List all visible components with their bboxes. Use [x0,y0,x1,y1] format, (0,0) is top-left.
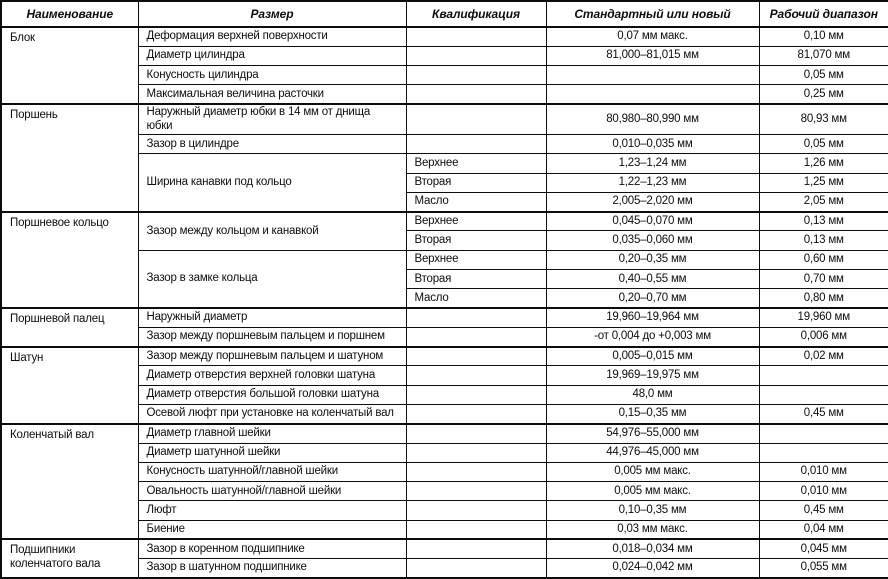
name-cell: Поршневое кольцо [1,212,138,308]
name-cell: Шатун [1,347,138,424]
standard-cell: 0,045–0,070 мм [546,212,759,231]
range-cell: 1,25 мм [759,173,888,192]
qualification-cell: Вторая [406,231,546,250]
range-cell: 0,45 мм [759,404,888,423]
size-cell: Овальность шатунной/главной шейки [138,482,406,501]
header-qualification: Квалификация [406,1,546,27]
size-cell: Наружный диаметр [138,308,406,327]
table-row [1,347,888,366]
standard-cell: 0,035–0,060 мм [546,231,759,250]
qualification-cell: Масло [406,192,546,211]
name-cell: Коленчатый вал [1,424,138,540]
size-cell: Ширина канавки под кольцо [138,154,406,212]
qualification-cell [406,385,546,404]
range-cell: 19,960 мм [759,308,888,327]
size-cell: Конусность цилиндра [138,66,406,85]
table-row [1,104,888,134]
size-cell: Деформация верхней поверхности [138,27,406,46]
range-cell: 0,70 мм [759,269,888,288]
qualification-cell [406,462,546,481]
name-cell: Блок [1,27,138,104]
size-cell: Диаметр главной шейки [138,424,406,443]
qualification-cell [406,27,546,46]
size-cell: Биение [138,520,406,539]
range-cell: 0,010 мм [759,462,888,481]
standard-cell: 0,03 мм макс. [546,520,759,539]
standard-cell: 0,005–0,015 мм [546,347,759,366]
standard-cell: 0,07 мм макс. [546,27,759,46]
qualification-cell: Верхнее [406,154,546,173]
range-cell: 0,13 мм [759,212,888,231]
standard-cell: 0,010–0,035 мм [546,135,759,154]
table-row [1,539,888,558]
size-cell: Максимальная величина расточки [138,85,406,104]
size-cell: Диаметр цилиндра [138,46,406,65]
qualification-cell [406,327,546,346]
range-cell: 0,13 мм [759,231,888,250]
standard-cell: 0,005 мм макс. [546,462,759,481]
size-cell: Наружный диаметр юбки в 14 мм от днища юбки [138,104,406,134]
qualification-cell [406,520,546,539]
qualification-cell: Вторая [406,269,546,288]
name-cell: Подшипники коленчатого вала [1,539,138,578]
qualification-cell: Верхнее [406,250,546,269]
table-row [1,27,888,46]
range-cell: 0,25 мм [759,85,888,104]
size-cell: Люфт [138,501,406,520]
standard-cell: 54,976–55,000 мм [546,424,759,443]
standard-cell: 0,20–0,35 мм [546,250,759,269]
qualification-cell: Масло [406,289,546,308]
name-cell: Поршневой палец [1,308,138,347]
qualification-cell [406,501,546,520]
size-cell: Зазор в шатунном подшипнике [138,559,406,578]
header-size: Размер [138,1,406,27]
range-cell: 0,60 мм [759,250,888,269]
header-standard-or-new: Стандартный или новый [546,1,759,27]
size-cell: Зазор между поршневым пальцем и шатуном [138,347,406,366]
table-row [1,424,888,443]
header-name: Наименование [1,1,138,27]
size-cell: Зазор в цилиндре [138,135,406,154]
qualification-cell [406,559,546,578]
range-cell: 0,006 мм [759,327,888,346]
qualification-cell [406,404,546,423]
qualification-cell [406,424,546,443]
name-cell: Поршень [1,104,138,212]
size-cell: Конусность шатунной/главной шейки [138,462,406,481]
standard-cell: 0,20–0,70 мм [546,289,759,308]
range-cell: 0,45 мм [759,501,888,520]
standard-cell [546,85,759,104]
table-row [1,308,888,327]
qualification-cell [406,347,546,366]
qualification-cell: Верхнее [406,212,546,231]
size-cell: Диаметр отверстия верхней головки шатуна [138,366,406,385]
header-row [1,1,888,27]
standard-cell [546,66,759,85]
size-cell: Диаметр шатунной шейки [138,443,406,462]
range-cell: 80,93 мм [759,104,888,134]
range-cell [759,424,888,443]
standard-cell: 81,000–81,015 мм [546,46,759,65]
standard-cell: 1,23–1,24 мм [546,154,759,173]
range-cell: 0,80 мм [759,289,888,308]
qualification-cell [406,66,546,85]
spec-table-body [1,27,888,578]
range-cell: 0,10 мм [759,27,888,46]
standard-cell: 1,22–1,23 мм [546,173,759,192]
qualification-cell [406,482,546,501]
standard-cell: 0,018–0,034 мм [546,539,759,558]
range-cell [759,385,888,404]
standard-cell: -от 0,004 до +0,003 мм [546,327,759,346]
standard-cell: 80,980–80,990 мм [546,104,759,134]
range-cell [759,366,888,385]
table-row [1,212,888,231]
standard-cell: 0,005 мм макс. [546,482,759,501]
standard-cell: 2,005–2,020 мм [546,192,759,211]
size-cell: Зазор между поршневым пальцем и поршнем [138,327,406,346]
qualification-cell [406,443,546,462]
range-cell: 0,045 мм [759,539,888,558]
standard-cell: 44,976–45,000 мм [546,443,759,462]
size-cell: Зазор в замке кольца [138,250,406,308]
range-cell: 1,26 мм [759,154,888,173]
standard-cell: 0,40–0,55 мм [546,269,759,288]
range-cell: 0,02 мм [759,347,888,366]
qualification-cell [406,539,546,558]
size-cell: Диаметр отверстия большой головки шатуна [138,385,406,404]
standard-cell: 48,0 мм [546,385,759,404]
range-cell: 0,05 мм [759,66,888,85]
qualification-cell [406,308,546,327]
size-cell: Зазор между кольцом и канавкой [138,212,406,251]
qualification-cell [406,366,546,385]
size-cell: Осевой люфт при установке на коленчатый вал [138,404,406,423]
qualification-cell [406,85,546,104]
header-working-range: Рабочий диапазон [759,1,888,27]
range-cell: 81,070 мм [759,46,888,65]
range-cell: 0,05 мм [759,135,888,154]
standard-cell: 0,10–0,35 мм [546,501,759,520]
standard-cell: 0,024–0,042 мм [546,559,759,578]
range-cell: 0,04 мм [759,520,888,539]
qualification-cell [406,46,546,65]
range-cell: 2,05 мм [759,192,888,211]
standard-cell: 19,960–19,964 мм [546,308,759,327]
standard-cell: 19,969–19,975 мм [546,366,759,385]
standard-cell: 0,15–0,35 мм [546,404,759,423]
range-cell: 0,010 мм [759,482,888,501]
qualification-cell [406,104,546,134]
size-cell: Зазор в коренном подшипнике [138,539,406,558]
qualification-cell [406,135,546,154]
range-cell [759,443,888,462]
qualification-cell: Вторая [406,173,546,192]
range-cell: 0,055 мм [759,559,888,578]
